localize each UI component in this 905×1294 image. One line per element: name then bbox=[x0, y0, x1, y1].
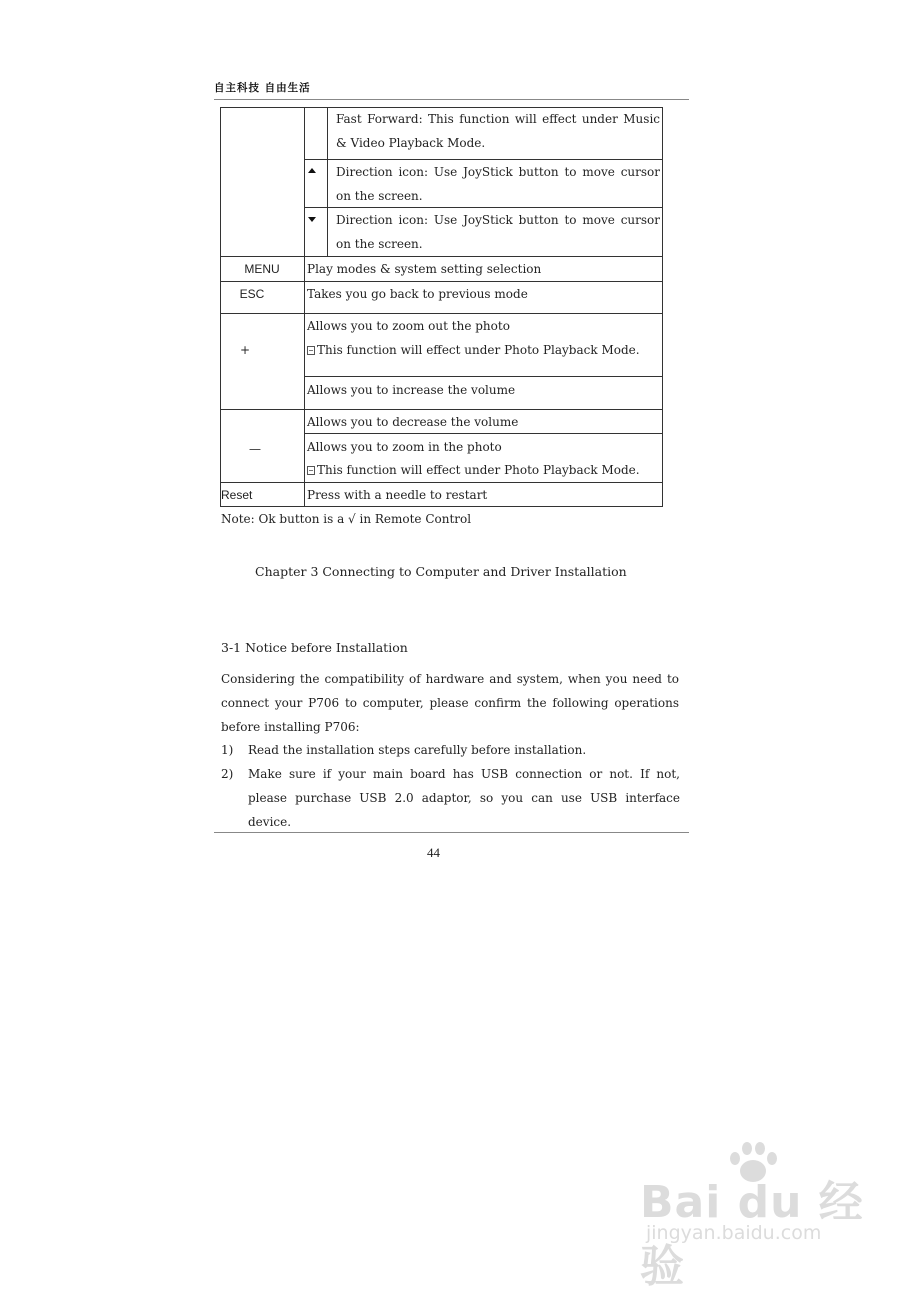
remote-control-note: Note: Ok button is a √ in Remote Control bbox=[221, 512, 472, 526]
footer-rule bbox=[214, 832, 689, 833]
intro-paragraph: Considering the compatibility of hardware and system, when you need to connect your P706 to computer, please confirm the following operations before installing P706: bbox=[221, 672, 679, 734]
minus-photo-note bbox=[307, 458, 640, 482]
list-item-number: 2) bbox=[221, 767, 234, 781]
minus-photo-note-text: This function will effect under Photo Playback Mode. bbox=[317, 463, 640, 477]
header-rule bbox=[214, 99, 689, 100]
esc-description: Takes you go back to previous mode bbox=[307, 287, 528, 301]
minus-volume-description: Allows you to decrease the volume bbox=[307, 415, 519, 429]
plus-photo-note-text: This function will effect under Photo Playback Mode. bbox=[317, 343, 640, 357]
table-icon-col-divider bbox=[327, 107, 328, 257]
plus-zoom-out-description: Allows you to zoom out the photo bbox=[307, 319, 510, 333]
minus-zoom-in-description: Allows you to zoom in the photo bbox=[307, 440, 502, 454]
page-number: 44 bbox=[427, 845, 440, 860]
direction-up-icon bbox=[308, 168, 316, 173]
watermark-url: jingyan.baidu.com bbox=[646, 1222, 822, 1244]
menu-key-label: MENU bbox=[244, 262, 280, 276]
fast-forward-description: Fast Forward: This function will effect under Music & Video Playback Mode. bbox=[336, 112, 660, 150]
table-row-line bbox=[304, 376, 663, 377]
note-icon bbox=[307, 466, 315, 475]
menu-description: Play modes & system setting selection bbox=[307, 262, 542, 276]
list-item-text: Read the installation steps carefully before installation. bbox=[248, 743, 587, 757]
list-item-number: 1) bbox=[221, 743, 234, 757]
reset-description: Press with a needle to restart bbox=[307, 488, 488, 502]
esc-key-label: ESC bbox=[239, 287, 265, 301]
table-col-divider bbox=[304, 107, 305, 507]
note-icon bbox=[307, 346, 315, 355]
baidu-jingyan-watermark bbox=[640, 1140, 870, 1292]
reset-key-label: Reset bbox=[221, 488, 253, 502]
running-header: 自主科技 自由生活 bbox=[214, 82, 311, 94]
plus-photo-note bbox=[307, 338, 640, 362]
plus-key-label: + bbox=[239, 343, 251, 357]
chapter-title: Chapter 3 Connecting to Computer and Driver Installation bbox=[255, 564, 627, 579]
section-title: 3-1 Notice before Installation bbox=[221, 640, 408, 655]
direction-down-description: Direction icon: Use JoyStick button to move cursor on the screen. bbox=[336, 213, 660, 251]
minus-key-label: — bbox=[249, 442, 261, 456]
plus-volume-description: Allows you to increase the volume bbox=[307, 383, 516, 397]
list-item-text: Make sure if your main board has USB connection or not. If not, please purchase USB 2.0 adaptor, so you can use USB interface device. bbox=[248, 767, 680, 829]
direction-down-icon bbox=[308, 217, 316, 222]
watermark-brand: Bai du 经验 bbox=[640, 1177, 864, 1292]
direction-up-description: Direction icon: Use JoyStick button to move cursor on the screen. bbox=[336, 165, 660, 203]
